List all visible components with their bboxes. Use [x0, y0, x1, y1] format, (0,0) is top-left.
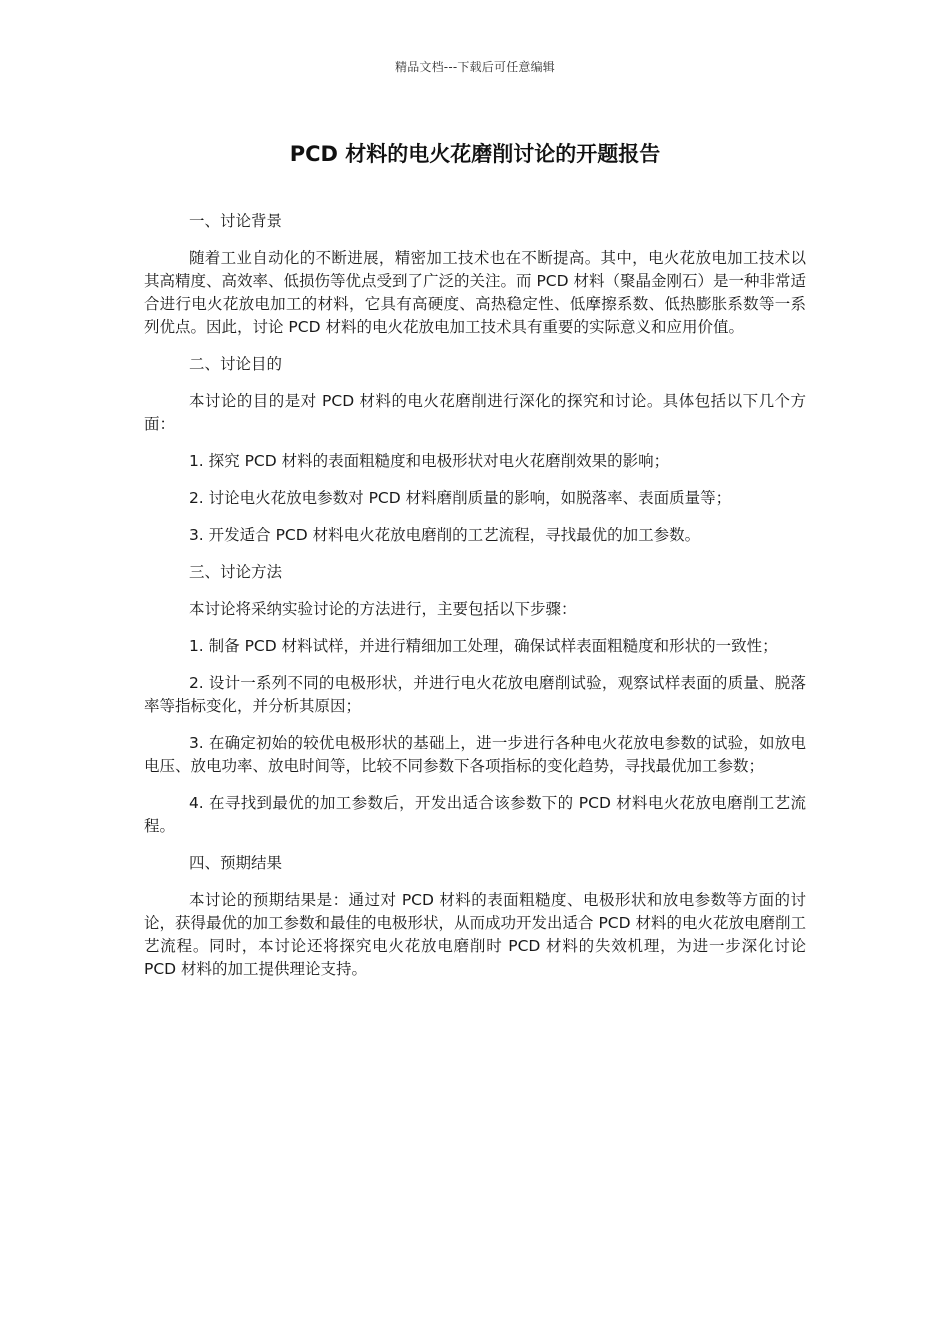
paragraph-background: 随着工业自动化的不断进展，精密加工技术也在不断提高。其中，电火花放电加工技术以其高精度、高效率、低损伤等优点受到了广泛的关注。而 PCD 材料（聚晶金刚石）是一种非常适合进行电火花放电加工的材料，它具有高硬度、高热稳定性、低摩擦系数、低热膨胀系数等一系列优点。因此，讨论 PCD 材料的电火花放电加工技术具有重要的实际意义和应用价值。: [144, 249, 806, 336]
purpose-item-1: 1. 探究 PCD 材料的表面粗糙度和电极形状对电火花磨削效果的影响；: [188, 452, 670, 470]
paragraph-purpose-intro: 本讨论的目的是对 PCD 材料的电火花磨削进行深化的探究和讨论。具体包括以下几个方面：: [144, 392, 806, 433]
purpose-item-2: 2. 讨论电火花放电参数对 PCD 材料磨削质量的影响，如脱落率、表面质量等；: [188, 489, 732, 507]
section-heading-purpose: 二、讨论目的: [188, 355, 282, 373]
method-step-3: 3. 在确定初始的较优电极形状的基础上，进一步进行各种电火花放电参数的试验，如放电电压、放电功率、放电时间等，比较不同参数下各项指标的变化趋势，寻找最优加工参数；: [144, 734, 806, 775]
document-title: PCD 材料的电火花磨削讨论的开题报告: [289, 142, 661, 166]
paragraph-method-intro: 本讨论将采纳实验讨论的方法进行，主要包括以下步骤：: [188, 600, 577, 618]
purpose-item-3: 3. 开发适合 PCD 材料电火花放电磨削的工艺流程，寻找最优的加工参数。: [188, 526, 701, 544]
section-heading-method: 三、讨论方法: [188, 563, 282, 581]
method-step-1: 1. 制备 PCD 材料试样，并进行精细加工处理，确保试样表面粗糙度和形状的一致性；: [188, 637, 778, 655]
document-body: [144, 210, 806, 995]
method-step-2: 2. 设计一系列不同的电极形状，并进行电火花放电磨削试验，观察试样表面的质量、脱落率等指标变化，并分析其原因；: [144, 674, 806, 715]
section-heading-background: 一、讨论背景: [188, 212, 282, 230]
page-header: 精品文档---下载后可任意编辑: [395, 60, 555, 74]
paragraph-expected-results: 本讨论的预期结果是：通过对 PCD 材料的表面粗糙度、电极形状和放电参数等方面的讨论，获得最优的加工参数和最佳的电极形状，从而成功开发出适合 PCD 材料的电火花放电磨削工艺流程。同时，本讨论还将探究电火花放电磨削时 PCD 材料的失效机理，为进一步深化讨论 PCD 材料的加工提供理论支持。: [144, 891, 806, 978]
method-step-4: 4. 在寻找到最优的加工参数后，开发出适合该参数下的 PCD 材料电火花放电磨削工艺流程。: [144, 794, 806, 835]
section-heading-expected-results: 四、预期结果: [188, 854, 282, 872]
